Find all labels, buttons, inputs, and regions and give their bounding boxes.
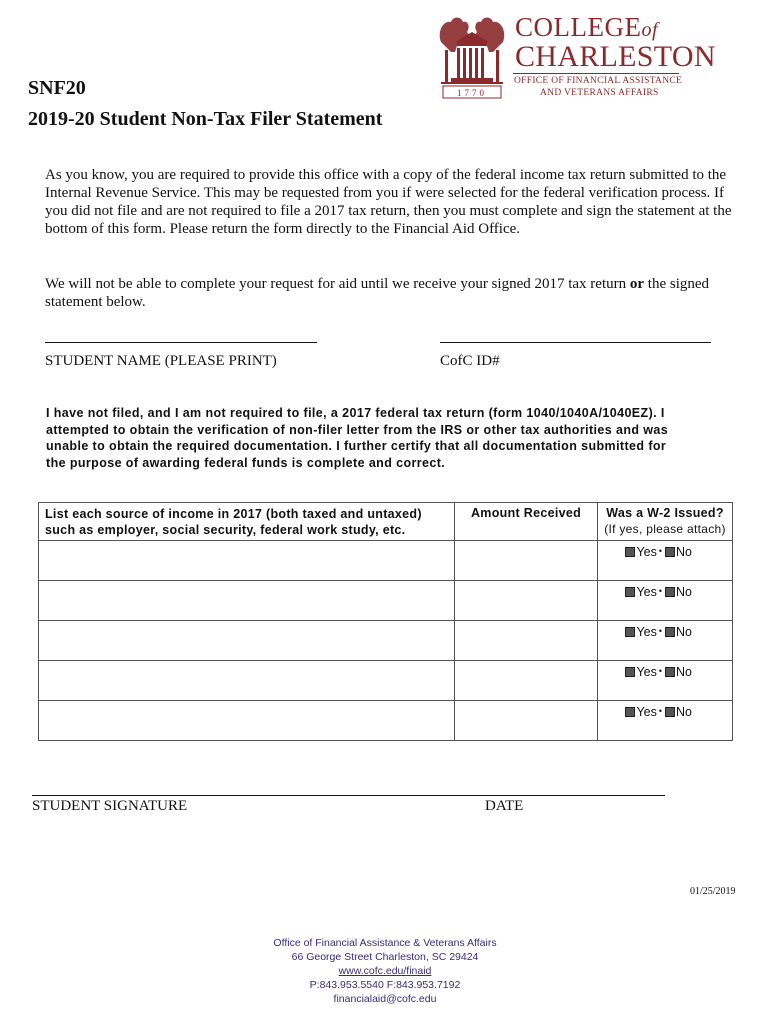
footer-website-link[interactable]: www.cofc.edu/finaid xyxy=(338,965,432,977)
footer-office-name: Office of Financial Assistance & Veterans Affairs xyxy=(273,937,497,949)
table-row xyxy=(39,581,733,621)
income-source-cell[interactable] xyxy=(39,661,455,701)
logo-office-line1: OFFICE OF FINANCIAL ASSISTANCE xyxy=(514,76,683,86)
yes-checkbox[interactable] xyxy=(625,627,635,637)
yes-checkbox[interactable] xyxy=(625,707,635,717)
yes-checkbox[interactable] xyxy=(625,547,635,557)
logo-year: 1770 xyxy=(457,88,487,98)
signature-label: STUDENT SIGNATURE xyxy=(32,798,188,814)
student-name-line[interactable] xyxy=(45,342,317,343)
w2-choice-cell: Yes • No xyxy=(598,701,733,741)
yes-checkbox[interactable] xyxy=(625,587,635,597)
cofc-id-line[interactable] xyxy=(440,342,711,343)
amount-cell[interactable] xyxy=(455,621,598,661)
certification-statement: I have not filed, and I am not required to file, a 2017 federal tax return (form 1040/1040A/1040EZ). I attempted to obtain the verification of non-filer letter from the IRS or other tax authorities and was unable to obtain the required documentation. I further certify that all documentation submitted for the purpose of awarding federal funds is complete and correct. xyxy=(46,406,669,470)
w2-issued-header: Was a W-2 Issued? (If yes, please attach) xyxy=(598,503,733,541)
intro-paragraph: As you know, you are required to provide this office with a copy of the federal income tax return submitted to the Internal Revenue Service. This may be requested from you if were selected for the federal verification process. If you did not file and are not required to file a 2017 tax return, then you must complete and sign the statement at the bottom of this form. Please return the form directly to the Financial Aid Office. xyxy=(45,167,732,237)
footer-email[interactable]: financialaid@cofc.edu xyxy=(333,993,437,1005)
no-checkbox[interactable] xyxy=(665,587,675,597)
logo-office-line2: AND VETERANS AFFAIRS xyxy=(540,88,659,98)
form-code: SNF20 xyxy=(28,77,86,99)
amount-received-header: Amount Received xyxy=(455,503,598,541)
page-title: 2019-20 Student Non-Tax Filer Statement xyxy=(28,108,383,130)
signature-line[interactable] xyxy=(32,795,665,796)
amount-cell[interactable] xyxy=(455,581,598,621)
income-table xyxy=(38,502,733,741)
no-checkbox[interactable] xyxy=(665,667,675,677)
footer-phone-fax: P:843.953.5540 F:843.953.7192 xyxy=(309,979,461,991)
income-source-cell[interactable] xyxy=(39,581,455,621)
income-source-cell[interactable] xyxy=(39,701,455,741)
no-checkbox[interactable] xyxy=(665,707,675,717)
w2-choice-cell: Yes • No xyxy=(598,621,733,661)
income-source-cell[interactable] xyxy=(39,541,455,581)
income-source-cell[interactable] xyxy=(39,621,455,661)
table-row xyxy=(39,701,733,741)
table-row xyxy=(39,621,733,661)
student-name-label: STUDENT NAME (PLEASE PRINT) xyxy=(45,353,277,369)
w2-choice-cell: Yes • No xyxy=(598,661,733,701)
amount-cell[interactable] xyxy=(455,701,598,741)
logo-college-text: COLLEGEof xyxy=(515,12,659,42)
date-label: DATE xyxy=(485,798,524,814)
requirement-paragraph: We will not be able to complete your request for aid until we receive your signed 2017 tax return or the signed statement below. xyxy=(45,276,710,310)
w2-choice-cell: Yes • No xyxy=(598,581,733,621)
amount-cell[interactable] xyxy=(455,661,598,701)
office-contact-footer xyxy=(0,936,770,1006)
table-header-row xyxy=(39,503,733,541)
college-logo xyxy=(437,12,716,100)
logo-divider xyxy=(513,73,679,74)
revision-date: 01/25/2019 xyxy=(690,886,736,897)
income-source-header: List each source of income in 2017 (both taxed and untaxed) such as employer, social security, federal work study, etc. xyxy=(39,503,455,541)
w2-choice-cell: Yes • No xyxy=(598,541,733,581)
yes-checkbox[interactable] xyxy=(625,667,635,677)
table-row xyxy=(39,661,733,701)
no-checkbox[interactable] xyxy=(665,547,675,557)
no-checkbox[interactable] xyxy=(665,627,675,637)
footer-address: 66 George Street Charleston, SC 29424 xyxy=(291,951,479,963)
table-row xyxy=(39,541,733,581)
college-seal-icon xyxy=(437,12,507,100)
logo-charleston-text: CHARLESTON xyxy=(515,40,716,73)
cofc-id-label: CofC ID# xyxy=(440,353,500,369)
amount-cell[interactable] xyxy=(455,541,598,581)
